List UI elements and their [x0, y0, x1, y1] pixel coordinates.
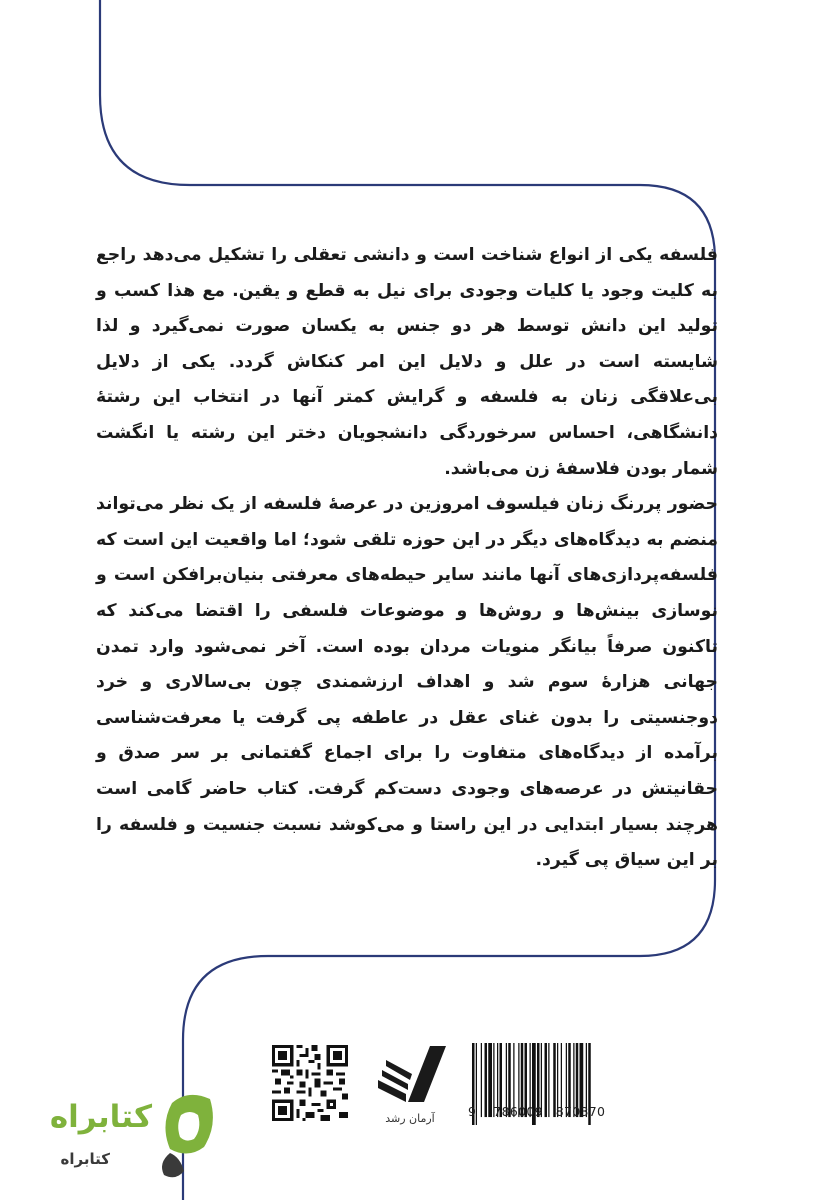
ketabrah-watermark: [42, 1085, 222, 1195]
publisher-logo: [364, 1040, 456, 1132]
paragraph-1: فلسفه یکی از انواع شناخت است و دانشی تعقلی را تشکیل می‌دهد راجع به کلیت وجود یا کلیات وجودی برای نیل به قطع و یقین. مع هذا کسب و تولید این دانش توسط هر دو جنس به یکسان صورت نمی‌گیرد و لذا شایسته است در علل و دلایل این امر کنکاش گردد. یکی از دلایل بی‌علاقگی زنان به فلسفه و گرایش کمتر آنها در انتخاب این رشتهٔ دانشگاهی، احساس سرخوردگی دانشجویان دختر این رشته یا انگشت شمار بودن فلاسفهٔ زن می‌باشد.: [96, 245, 718, 479]
isbn-left-digit: 9: [468, 1104, 477, 1119]
book-a-logo-icon: [364, 1040, 456, 1112]
watermark-brand-text: کتابراه: [49, 1099, 152, 1135]
qr-code: [272, 1045, 348, 1121]
isbn-group-2: 870370: [555, 1104, 606, 1119]
isbn-group-1: 786009: [493, 1104, 543, 1119]
watermark-small-text: کتابراه: [60, 1150, 110, 1168]
back-cover-blurb: [96, 238, 718, 879]
ketabrah-logo-icon: [154, 1085, 224, 1185]
isbn-number: [468, 1104, 628, 1119]
publisher-name: آرمان رشد: [385, 1112, 435, 1125]
paragraph-2: حضور پررنگ زنان فیلسوف امروزین در عرصهٔ فلسفه از یک نظر می‌تواند منضم به دیدگاه‌های دیگر در این حوزه تلقی شود؛ اما واقعیت این است که فلسفه‌پردازی‌های آنها مانند سایر حیطه‌های معرفتی بنیان‌برافکن است و نوسازی بینش‌ها و روش‌ها و موضوعات فلسفی را اقتضا می‌کند که تاکنون صرفاً بیانگر منویات مردان بوده است. آخر نمی‌شود وارد تمدن جهانی هزارهٔ سوم شد و اهداف ارزشمندی چون بی‌سالاری و خرد دوجنسیتی را بدون غنای عقل در عاطفه پی گرفت یا معرفت‌شناسی برآمده از دیدگاه‌های متفاوت را برای اجماع گفتمانی بر سر صدق و حقانیتش در عرصه‌های وجودی دست‌کم گرفت. کتاب حاضر گامی است هرچند بسیار ابتدایی در این راستا و می‌کوشد نسبت جنسیت و فلسفه را بر این سیاق پی گیرد.: [96, 494, 718, 871]
